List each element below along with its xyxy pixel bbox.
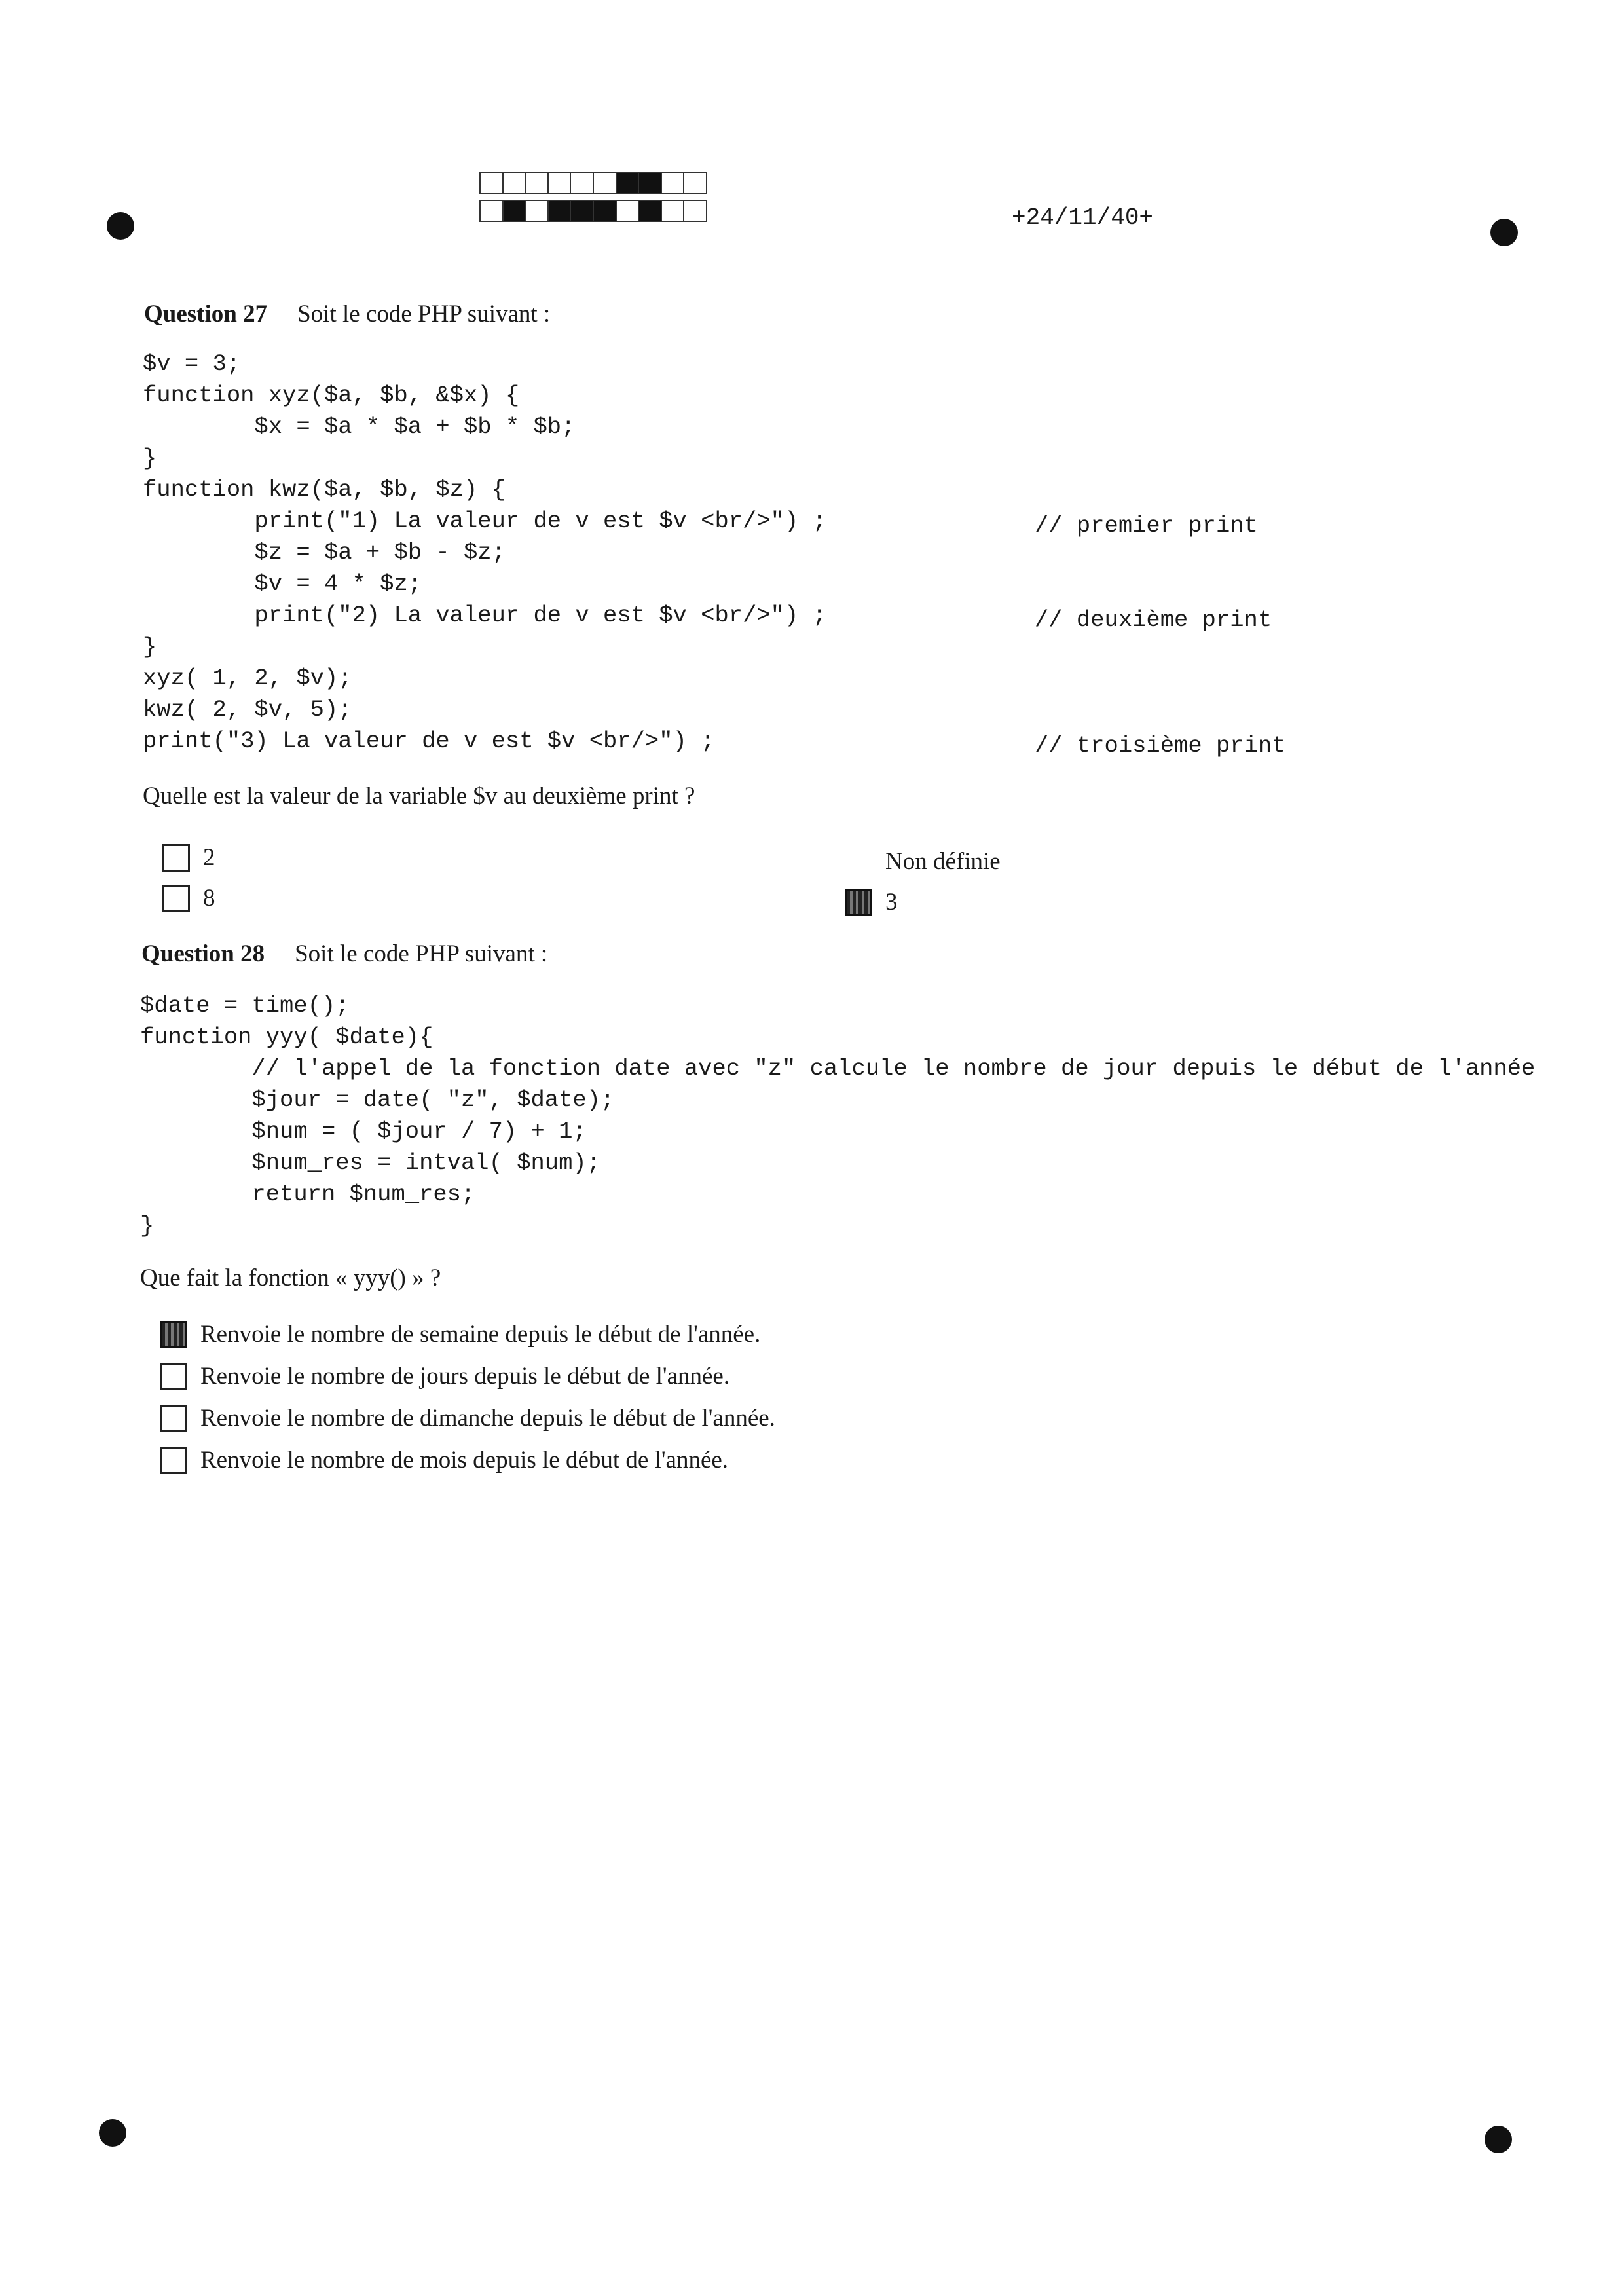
q28-option-dimanche-label: Renvoie le nombre de dimanche depuis le début de l'année. [200, 1405, 775, 1432]
q27-option-3[interactable] [845, 888, 898, 916]
q27-option-2-checkbox[interactable] [162, 844, 190, 872]
q27-option-2-label: 2 [203, 844, 215, 871]
registration-mark-bottom-right [1485, 2126, 1512, 2153]
q28-option-mois-checkbox[interactable] [160, 1447, 187, 1474]
question-27-intro: Soit le code PHP suivant : [297, 301, 551, 327]
question-27-code: $v = 3; function xyz($a, $b, &$x) { $x = $a * $a + $b * $b; } function kwz($a, $b, $z) { print("1) La valeur de v est $v <br/>") ; $z = $a + $b - $z; $v = 4 * $z; print("2) La valeur de v est $v <br/>") ; } xyz( 1, 2, $v); kwz( 2, $v, 5); print("3) La valeur de v est $v <br/>") ; [143, 350, 826, 754]
registration-mark-bottom-left [99, 2119, 126, 2147]
q28-option-jours-checkbox[interactable] [160, 1363, 187, 1390]
question-27-label: Question 27 [144, 301, 268, 327]
q27-option-2[interactable] [162, 843, 215, 872]
question-28-code: $date = time(); function yyy( $date){ // l'appel de la fonction date avec "z" calcule le nombre de jour depuis le début de l'année $jour = date( "z", $date); $num = ( $jour / 7) + 1; $num_res = intval( $num); return $num_res; } [140, 992, 1536, 1239]
question-28-prompt: Que fait la fonction « yyy() » ? [140, 1265, 441, 1291]
q28-option-dimanche-checkbox[interactable] [160, 1405, 187, 1432]
registration-mark-top-right [1490, 219, 1518, 246]
question-28-heading [141, 940, 547, 968]
question-27-heading [144, 300, 550, 328]
scan-barcode-row-1 [479, 172, 706, 194]
q28-option-semaine-checkbox-checked[interactable] [160, 1321, 187, 1348]
question-27-prompt: Quelle est la valeur de la variable $v au deuxième print ? [143, 783, 695, 809]
q27-option-8[interactable] [162, 884, 215, 912]
comment-second-print: // deuxième print [1035, 606, 1272, 633]
q27-option-non-definie[interactable] [845, 847, 1001, 876]
page-identifier: +24/11/40+ [1012, 204, 1154, 231]
q28-option-dimanche[interactable] [160, 1404, 775, 1432]
q27-option-non-definie-checkbox[interactable] [845, 848, 872, 876]
q27-option-3-checkbox-checked[interactable] [845, 889, 872, 916]
q28-option-semaine-label: Renvoie le nombre de semaine depuis le début de l'année. [200, 1321, 761, 1348]
registration-mark-top-left [107, 212, 134, 240]
q27-option-non-definie-label: Non définie [885, 848, 1001, 875]
q28-option-mois[interactable] [160, 1446, 728, 1474]
question-28-label: Question 28 [141, 940, 265, 967]
q28-option-jours-label: Renvoie le nombre de jours depuis le début de l'année. [200, 1363, 730, 1390]
comment-first-print: // premier print [1035, 512, 1258, 539]
comment-third-print: // troisième print [1035, 732, 1286, 759]
scan-barcode-row-2 [479, 200, 706, 222]
q27-option-8-label: 8 [203, 885, 215, 912]
q28-option-semaine[interactable] [160, 1320, 760, 1348]
q27-option-8-checkbox[interactable] [162, 885, 190, 912]
q28-option-mois-label: Renvoie le nombre de mois depuis le début de l'année. [200, 1447, 729, 1473]
question-28-intro: Soit le code PHP suivant : [295, 940, 548, 967]
q27-option-3-label: 3 [885, 889, 898, 916]
q28-option-jours[interactable] [160, 1362, 729, 1390]
